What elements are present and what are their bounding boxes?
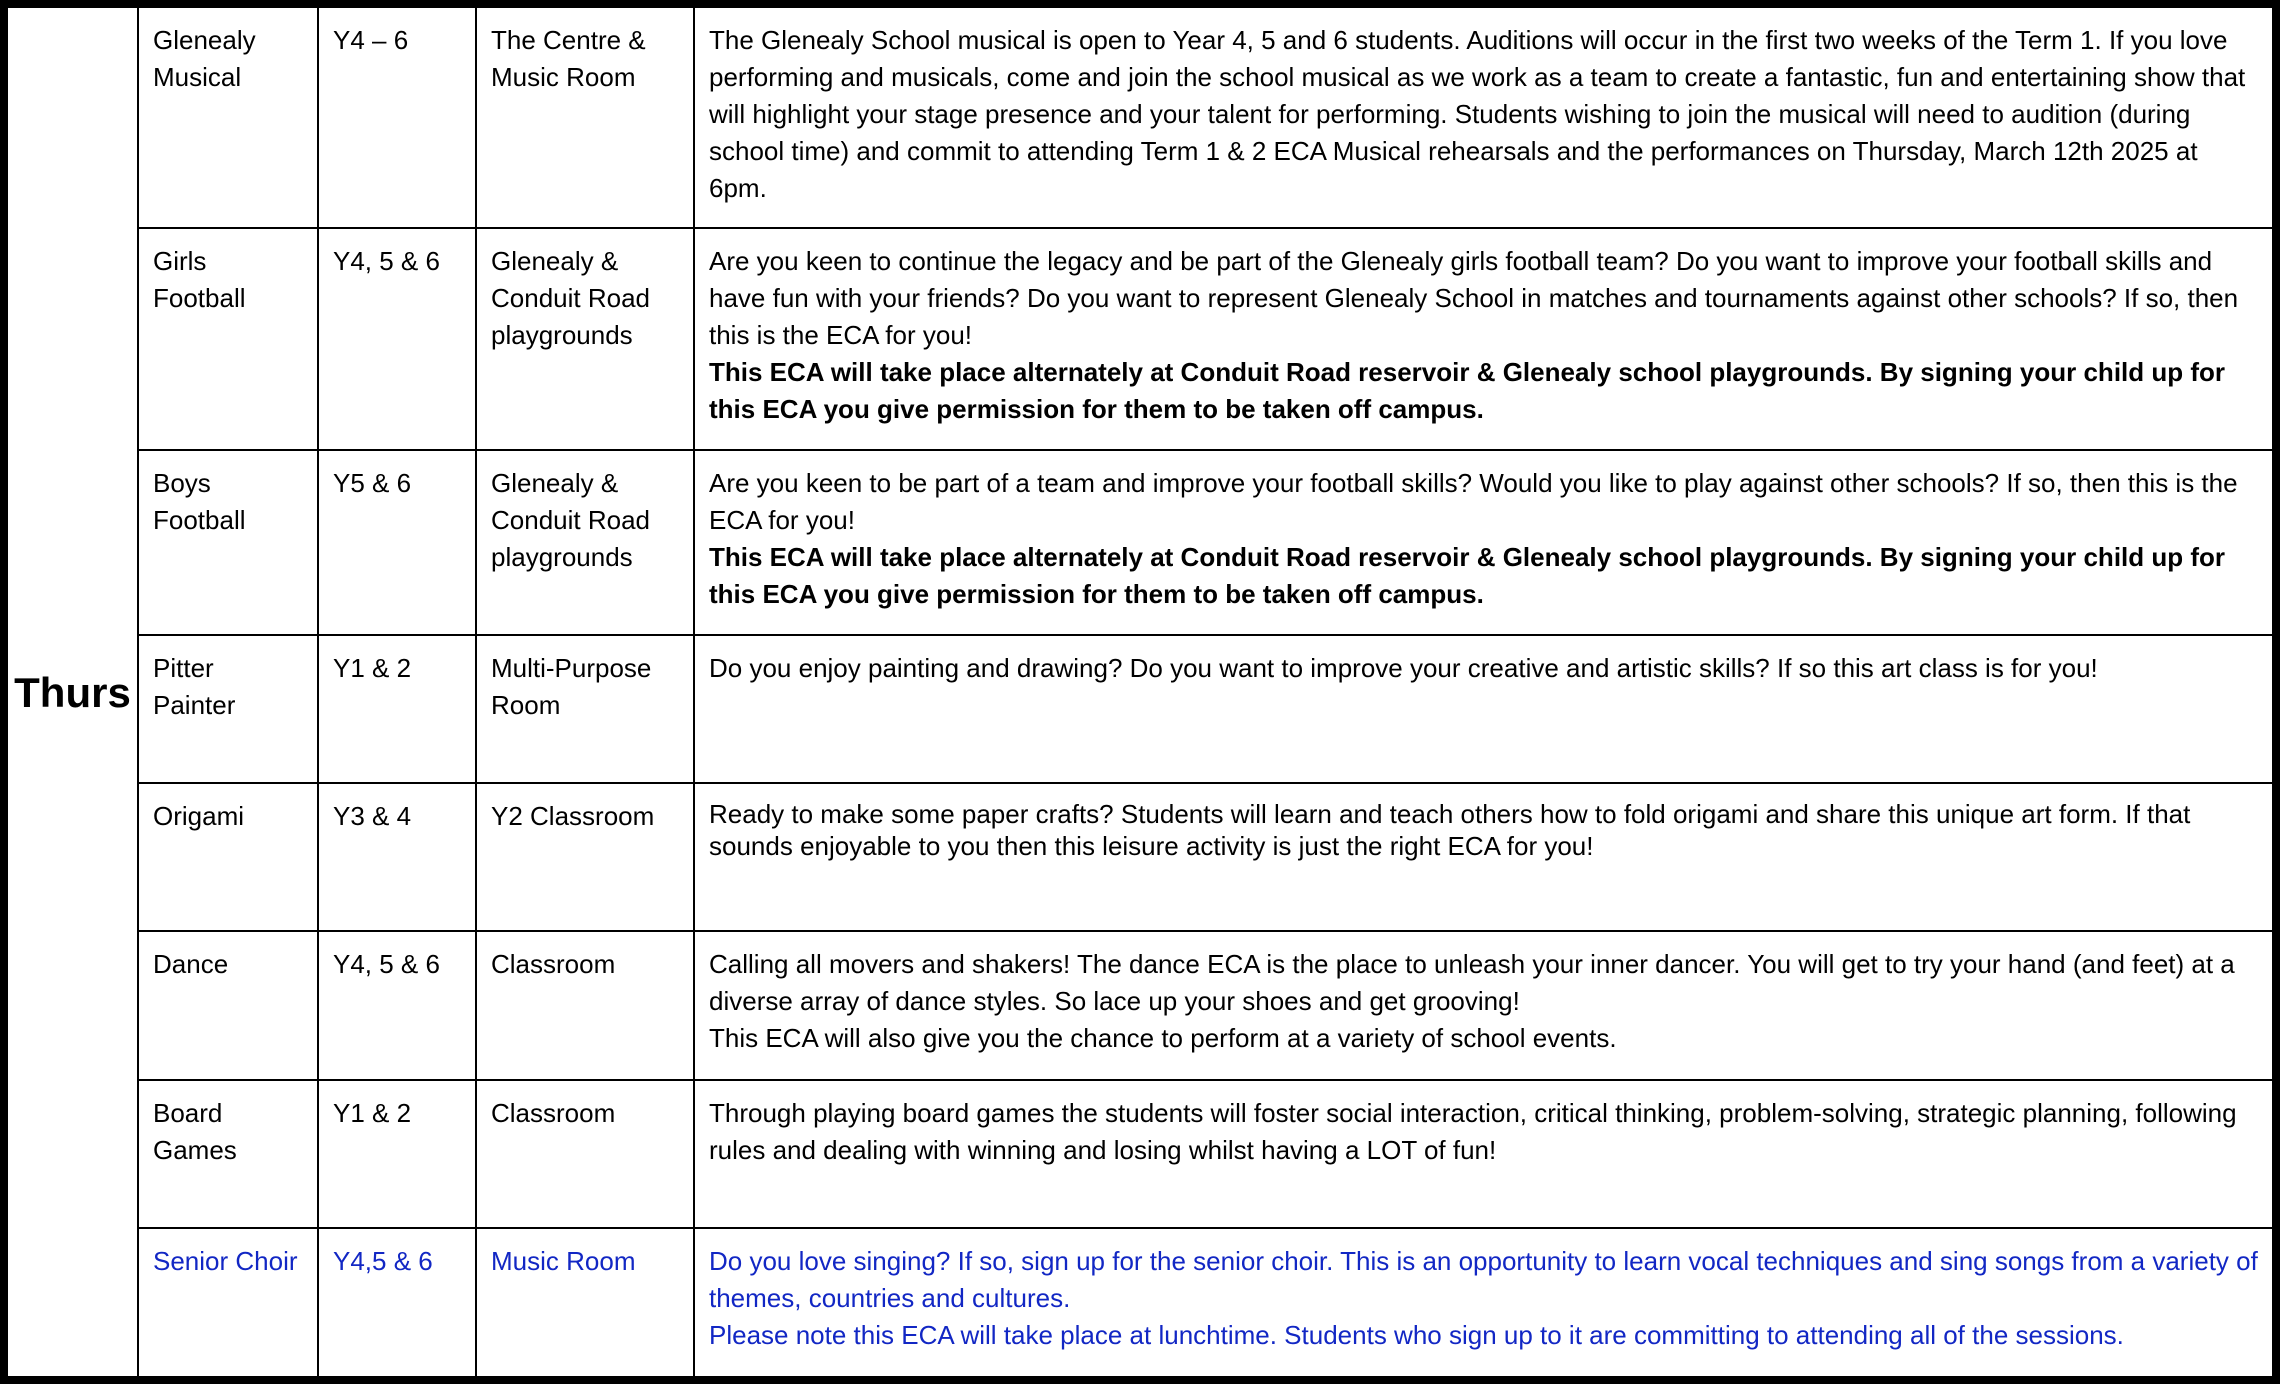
year-groups: Y4 – 6	[318, 4, 476, 228]
table-row	[4, 635, 2276, 783]
off-campus-note: This ECA will take place alternately at Conduit Road reservoir & Glenealy school playgrounds. By signing your child up for this ECA you give permission for them to be taken off campus.	[709, 542, 2226, 609]
location: Classroom	[476, 1080, 694, 1228]
activity-description	[694, 450, 2276, 635]
description-text: Are you keen to be part of a team and improve your football skills? Would you like to play against other schools? If so, then this is the ECA for you!	[709, 468, 2238, 535]
table-row	[4, 4, 2276, 228]
table-row	[4, 228, 2276, 450]
activity-name: Origami	[138, 783, 318, 931]
activity-description	[694, 1080, 2276, 1228]
table-row	[4, 1228, 2276, 1380]
activity-name: Dance	[138, 931, 318, 1080]
description-text: Please note this ECA will take place at lunchtime. Students who sign up to it are committing to attending all of the sessions.	[709, 1320, 2124, 1350]
description-text: Calling all movers and shakers! The dance ECA is the place to unleash your inner dancer. You will get to try your hand (and feet) at a diverse array of dance styles. So lace up your shoes and get grooving!	[709, 949, 2235, 1016]
description-text: Ready to make some paper crafts? Students will learn and teach others how to fold origami and share this unique art form. If that sounds enjoyable to you then this leisure activity is just the right ECA for you!	[709, 799, 2191, 861]
activity-name: Board Games	[138, 1080, 318, 1228]
activity-name: Glenealy Musical	[138, 4, 318, 228]
activity-name: Girls Football	[138, 228, 318, 450]
year-groups: Y3 & 4	[318, 783, 476, 931]
year-groups: Y1 & 2	[318, 1080, 476, 1228]
description-text: Are you keen to continue the legacy and be part of the Glenealy girls football team? Do you want to improve your football skills and have fun with your friends? Do you want to represent Glenealy School in matches and tournaments against other schools? If so, then this is the ECA for you!	[709, 246, 2239, 350]
description-text: Do you love singing? If so, sign up for the senior choir. This is an opportunity to learn vocal techniques and sing songs from a variety of themes, countries and cultures.	[709, 1246, 2258, 1313]
activity-description	[694, 931, 2276, 1080]
activity-description	[694, 783, 2276, 931]
activity-description	[694, 1228, 2276, 1380]
year-groups: Y4, 5 & 6	[318, 931, 476, 1080]
eca-schedule-body	[4, 4, 2276, 1380]
off-campus-note: This ECA will take place alternately at Conduit Road reservoir & Glenealy school playgrounds. By signing your child up for this ECA you give permission for them to be taken off campus.	[709, 357, 2226, 424]
table-row	[4, 450, 2276, 635]
location: Multi-Purpose Room	[476, 635, 694, 783]
location: The Centre & Music Room	[476, 4, 694, 228]
day-label: Thurs	[4, 4, 138, 1380]
activity-description	[694, 4, 2276, 228]
year-groups: Y5 & 6	[318, 450, 476, 635]
activity-name: Pitter Painter	[138, 635, 318, 783]
table-row	[4, 783, 2276, 931]
description-text: This ECA will also give you the chance to perform at a variety of school events.	[709, 1023, 1617, 1053]
year-groups: Y4,5 & 6	[318, 1228, 476, 1380]
description-text: The Glenealy School musical is open to Year 4, 5 and 6 students. Auditions will occur in the first two weeks of the Term 1. If you love performing and musicals, come and join the school musical as we work as a team to create a fantastic, fun and entertaining show that will highlight your stage presence and your talent for performing. Students wishing to join the musical will need to audition (during school time) and commit to attending Term 1 & 2 ECA Musical rehearsals and the performances on Thursday, March 12th 2025 at 6pm.	[709, 25, 2246, 203]
table-row	[4, 1080, 2276, 1228]
location: Y2 Classroom	[476, 783, 694, 931]
location: Music Room	[476, 1228, 694, 1380]
year-groups: Y1 & 2	[318, 635, 476, 783]
activity-description	[694, 228, 2276, 450]
location: Glenealy & Conduit Road playgrounds	[476, 450, 694, 635]
location: Classroom	[476, 931, 694, 1080]
activity-name: Boys Football	[138, 450, 318, 635]
location: Glenealy & Conduit Road playgrounds	[476, 228, 694, 450]
activity-description	[694, 635, 2276, 783]
year-groups: Y4, 5 & 6	[318, 228, 476, 450]
activity-name: Senior Choir	[138, 1228, 318, 1380]
description-text: Through playing board games the students will foster social interaction, critical thinking, problem-solving, strategic planning, following rules and dealing with winning and losing whilst having a LOT of fun!	[709, 1098, 2237, 1165]
table-row	[4, 931, 2276, 1080]
description-text: Do you enjoy painting and drawing? Do you want to improve your creative and artistic skills? If so this art class is for you!	[709, 653, 2098, 683]
